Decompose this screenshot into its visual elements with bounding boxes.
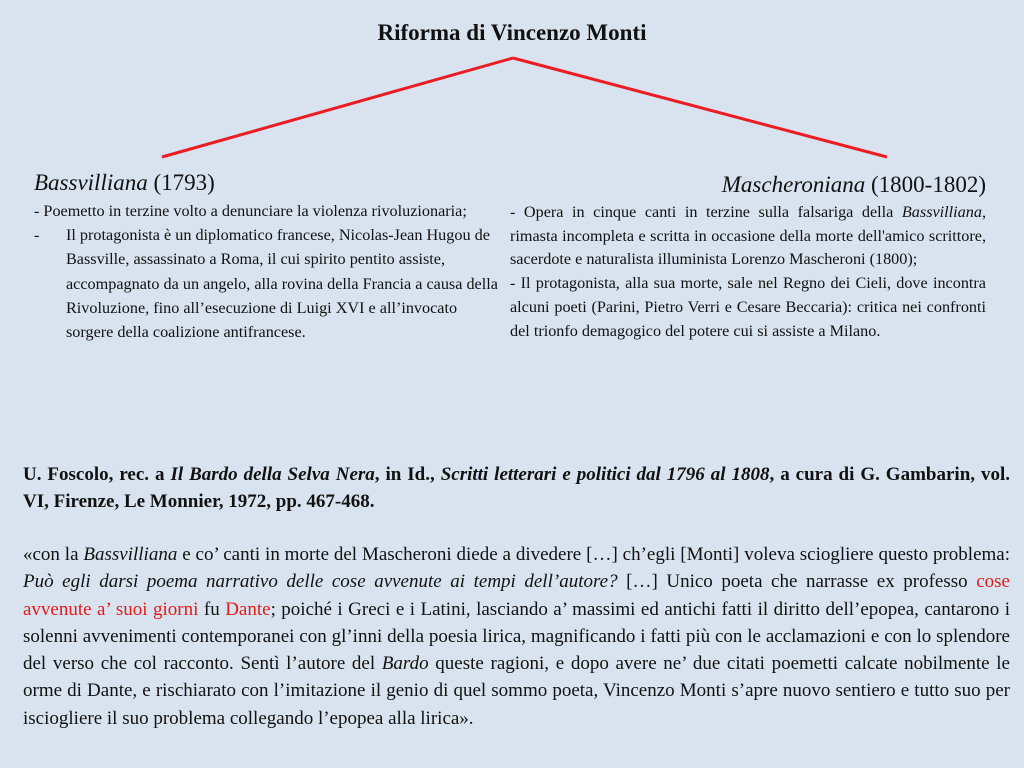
italic-run: Il Bardo della Selva Nera (170, 464, 375, 485)
text-run: - Opera in cinque canti in terzine sulla falsariga della (510, 203, 902, 221)
text-run: e co’ canti in morte del Mascheroni diede a divedere […] ch’egli [Monti] voleva sciogliere questo problema: (177, 544, 1010, 565)
text-run: U. Foscolo, rec. a (23, 464, 171, 485)
bassvilliana-heading (34, 168, 504, 198)
text-run: queste ragioni, e dopo avere ne’ due citati poemetti calcate nobilmente le orme di Dante, e rischiarato con l’imitazione il genio di quel sommo poeta, Vincenzo Monti s’apre nuovo sentiero e tutto suo per isciogliere il suo problema collegando l’epopea alla lirica». (23, 653, 1010, 729)
text-run: […] Unico poeta che narrasse ex professo (617, 571, 977, 593)
text-run: , rimasta incompleta e scritta in occasione della morte dell'amico scrittore, sacerdote e naturalista illuminista Lorenzo Mascheroni (1800); (510, 203, 986, 269)
text-run: ; poiché i Greci e i Latini, lasciando a’ massimi ed antichi fatti il diritto dell’epopea, cantarono i solenni avvenimenti contemporanei con gl’inni della poesia lirica, magnificando i fatti più con le acclamazioni e con lo splendore del verso che col racconto. Sentì l’autore del (23, 598, 1010, 675)
text-run: , a cura di G. Gambarin, vol. VI, Firenze, Le Monnier, 1972, pp. 467-468. (23, 464, 1010, 512)
highlight-run: cose avvenute a’ suoi giorni (23, 571, 1010, 620)
text-run: , in Id., (374, 464, 441, 485)
bassvilliana-bullet (34, 223, 504, 344)
mascheroniana-block (510, 170, 986, 343)
connector-line-right (513, 58, 887, 157)
citation-block (23, 461, 1010, 515)
mascheroniana-title: Mascheroniana (721, 172, 866, 197)
bassvilliana-year: (1793) (147, 170, 215, 195)
italic-run: Bassvilliana (901, 203, 982, 221)
foscolo-quote (23, 541, 1010, 732)
mascheroniana-years: (1800-1802) (865, 172, 986, 197)
bullet-dash: - (34, 226, 40, 245)
italic-run: Può egli darsi poema narrativo delle cose avvenute ai tempi dell’autore? (23, 571, 618, 593)
highlight-run: Dante (225, 598, 271, 620)
bassvilliana-bullet-text: Il protagonista è un diplomatico francese, Nicolas-Jean Hugou de Bassville, assassinato a Roma, il cui spirito pentito assiste, accompagnato da un angelo, alla rovina della Francia a causa della Rivoluzione, fino all’esecuzione di Luigi XVI e all’invocato sorgere della coalizione antifrancese. (66, 226, 498, 342)
italic-run: Bardo (381, 653, 429, 675)
italic-run: Bassvilliana (83, 544, 178, 565)
mascheroniana-paragraph-2: - Il protagonista, alla sua morte, sale nel Regno dei Cieli, dove incontra alcuni poeti (Parini, Pietro Verri e Cesare Beccaria): critica nei confronti del trionfo demagogico del potere cui si assiste a Milano. (510, 274, 986, 340)
connector-line-left (162, 58, 513, 157)
bassvilliana-title: Bassvilliana (34, 170, 148, 195)
bassvilliana-line1: - Poemetto in terzine volto a denunciare la violenza rivoluzionaria; (34, 202, 467, 220)
bassvilliana-block (34, 168, 504, 344)
page-title: Riforma di Vincenzo Monti (377, 20, 647, 45)
mascheroniana-heading (510, 170, 986, 200)
text-run: «con la (23, 544, 84, 565)
italic-run: Scritti letterari e politici dal 1796 al 1808 (440, 464, 770, 485)
mascheroniana-paragraph-1 (510, 201, 986, 272)
text-run: fu (198, 598, 226, 620)
